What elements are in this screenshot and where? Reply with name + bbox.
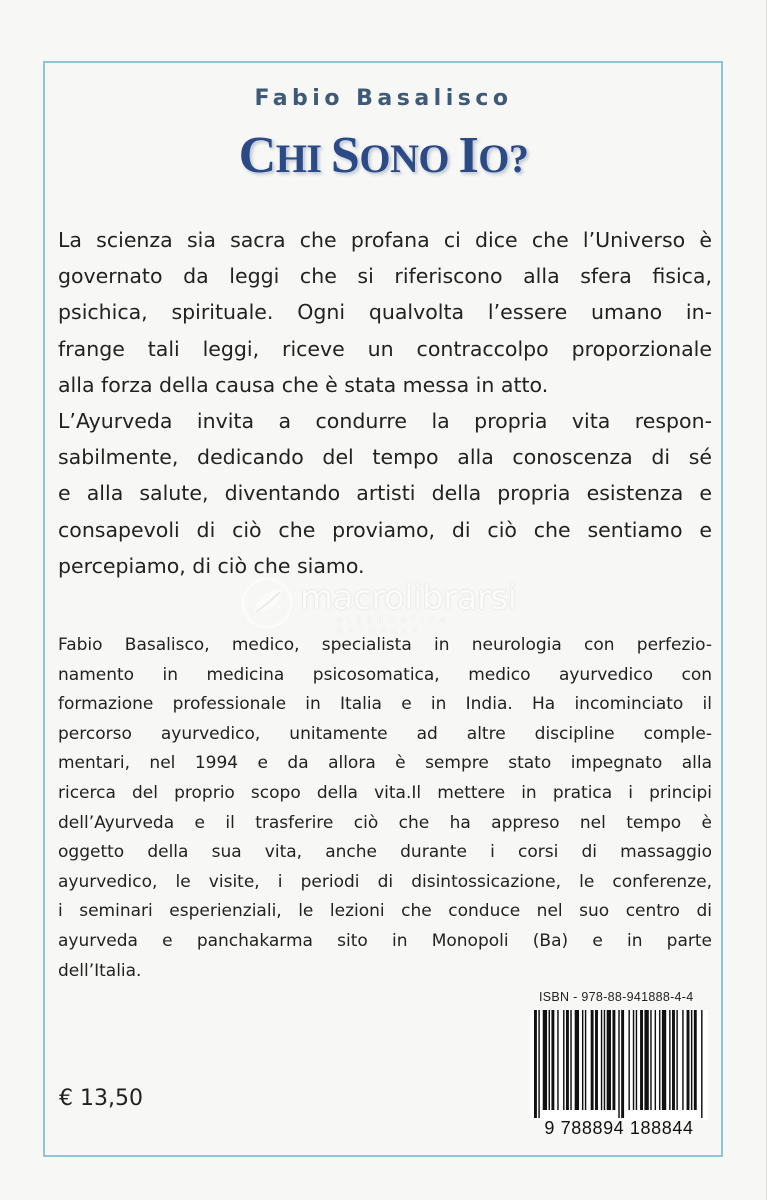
bio-line: ayurvedico, le visite, i periodi di disintossicazione, le conferenze, bbox=[58, 871, 712, 892]
bio-line: i seminari esperienziali, le lezioni che conduce nel suo centro di bbox=[58, 901, 712, 922]
barcode-bar bbox=[669, 1010, 670, 1110]
title-initial-2: S bbox=[330, 127, 360, 184]
barcode-bar bbox=[612, 1010, 615, 1110]
blurb-line: psichica, spirituale. Ogni qualvolta l’essere umano in- bbox=[58, 300, 712, 325]
blurb-line: alla forza della causa che è stata messa in atto. bbox=[58, 372, 549, 397]
title-word-3: O? bbox=[478, 136, 529, 181]
barcode-bar bbox=[655, 1010, 656, 1110]
bio-line: dell’Italia. bbox=[58, 960, 142, 981]
bio-line: dell’Ayurveda e il trasferire ciò che ha appreso nel tempo è bbox=[58, 812, 712, 833]
barcode-bar bbox=[694, 1010, 697, 1110]
bio-line: percorso ayurvedico, unitamente ad altre discipline comple- bbox=[58, 723, 712, 744]
watermark-brand: macrolibrarsi bbox=[300, 578, 517, 618]
barcode-bar bbox=[640, 1010, 643, 1110]
author-name: Fabio Basalisco bbox=[254, 86, 513, 111]
barcode-bar bbox=[650, 1010, 651, 1110]
bio-line: oggetto della sua vita, anche durante i corsi di massaggio bbox=[58, 842, 712, 863]
barcode-bar bbox=[636, 1010, 637, 1110]
barcode-bar bbox=[676, 1010, 677, 1110]
barcode-bar bbox=[575, 1010, 579, 1110]
barcode-bar bbox=[628, 1010, 629, 1110]
barcode-digits: 9 788894 188844 bbox=[544, 1118, 694, 1138]
barcode-bar bbox=[585, 1010, 586, 1110]
barcode-bar bbox=[538, 1010, 539, 1118]
barcode-bar bbox=[621, 1010, 624, 1118]
bio-line: mentari, nel 1994 e da allora è sempre stato impegnato alla bbox=[58, 753, 712, 774]
blurb-line: frange tali leggi, riceve un contraccolpo proporzionale bbox=[58, 336, 712, 361]
barcode-bar bbox=[582, 1010, 583, 1110]
title-word-1: HI bbox=[275, 136, 331, 181]
barcode-bar bbox=[570, 1010, 571, 1110]
bio-line: namento in medicina psicosomatica, medico ayurvedico con bbox=[58, 664, 712, 685]
bio-line: formazione professionale in Italia e in India. Ha incominciato il bbox=[58, 694, 712, 715]
leaf-logo-icon bbox=[240, 576, 294, 630]
blurb-line: e alla salute, diventando artisti della propria esistenza e bbox=[58, 481, 712, 506]
blurb-line: consapevoli di ciò che proviamo, di ciò che sentiamo e bbox=[58, 517, 712, 542]
barcode-bar bbox=[601, 1010, 602, 1110]
barcode-bar bbox=[633, 1010, 634, 1110]
bio-line: ayurveda e panchakarma sito in Monopoli (Ba) e in parte bbox=[58, 930, 712, 951]
barcode-bar bbox=[682, 1010, 683, 1110]
barcode-bar bbox=[687, 1010, 690, 1110]
barcode-bar bbox=[551, 1010, 554, 1110]
title-initial-1: C bbox=[238, 127, 276, 184]
author-bio bbox=[58, 631, 712, 986]
barcode-bar bbox=[563, 1010, 564, 1110]
barcode-bar bbox=[644, 1010, 648, 1110]
book-title bbox=[0, 126, 767, 185]
barcode-bar bbox=[557, 1010, 558, 1110]
title-word-2: ONO bbox=[359, 136, 459, 181]
barcode-bar bbox=[549, 1010, 550, 1110]
barcode bbox=[530, 1010, 708, 1120]
isbn-number: ISBN - 978-88-941888-4-4 bbox=[539, 990, 694, 1004]
book-blurb bbox=[58, 222, 712, 584]
blurb-line: La scienza sia sacra che profana ci dice che l’Universo è bbox=[58, 228, 712, 252]
barcode-bar bbox=[543, 1010, 547, 1110]
barcode-bar bbox=[662, 1010, 666, 1110]
blurb-line: sabilmente, dedicando del tempo alla conoscenza di sé bbox=[58, 445, 712, 470]
barcode-bar bbox=[618, 1010, 619, 1118]
blurb-line: governato da leggi che si riferiscono alla sfera fisica, bbox=[58, 264, 712, 289]
price: € 13,50 bbox=[59, 1086, 143, 1111]
blurb-line: percepiamo, di ciò che siamo. bbox=[58, 553, 365, 578]
barcode-bar bbox=[591, 1010, 594, 1110]
barcode-bar bbox=[534, 1010, 537, 1118]
barcode-bars bbox=[530, 1010, 708, 1118]
title-initial-3: I bbox=[458, 127, 479, 184]
barcode-bar bbox=[607, 1010, 611, 1110]
barcode-bar bbox=[701, 1010, 702, 1118]
barcode-bar bbox=[691, 1010, 692, 1110]
watermark bbox=[236, 574, 536, 636]
barcode-bar bbox=[566, 1010, 569, 1110]
barcode-bar bbox=[659, 1010, 660, 1110]
bio-line: Fabio Basalisco, medico, specialista in neurologia con perfezio- bbox=[58, 635, 712, 655]
barcode-bar bbox=[595, 1010, 598, 1110]
blurb-line: L’Ayurveda invita a condurre la propria vita respon- bbox=[58, 409, 712, 434]
barcode-bar bbox=[672, 1010, 675, 1110]
bio-line: ricerca del proprio scopo della vita.Il mettere in pratica i principi bbox=[58, 782, 712, 803]
watermark-tagline: ALTERNATIVA NATURALE bbox=[336, 616, 451, 636]
barcode-bar bbox=[604, 1010, 605, 1110]
